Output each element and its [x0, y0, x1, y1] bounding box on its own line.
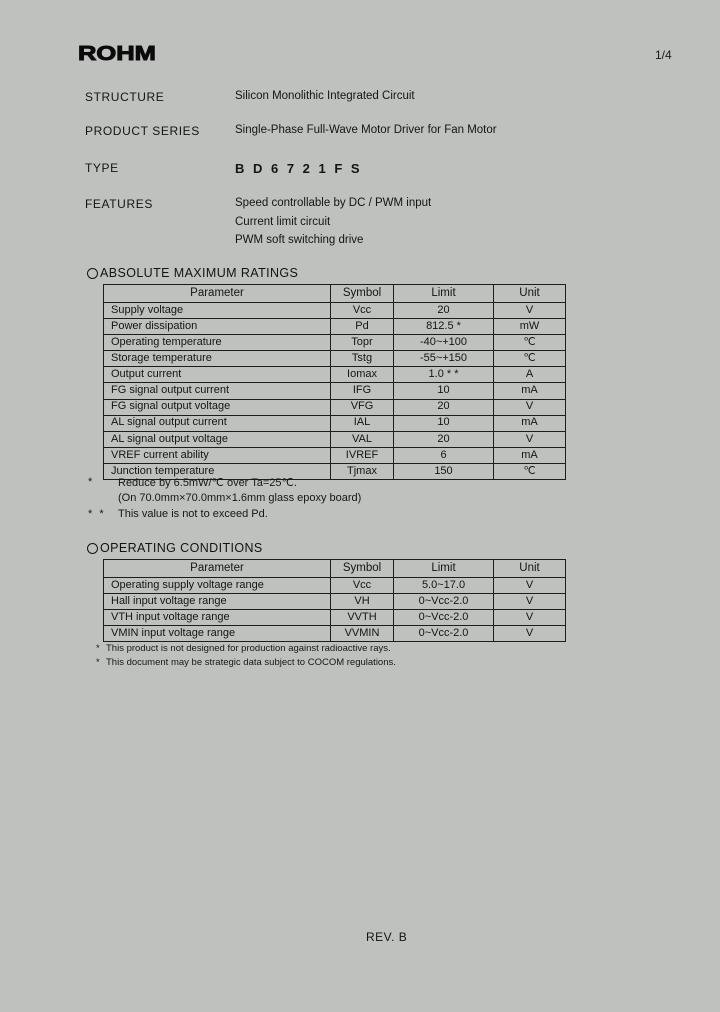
table-cell: ℃	[494, 335, 566, 351]
table-cell: Storage temperature	[104, 351, 331, 367]
table-cell: -55~+150	[394, 351, 494, 367]
table-cell: Pd	[331, 319, 394, 335]
table-cell: Tstg	[331, 351, 394, 367]
column-header: Parameter	[104, 560, 331, 578]
table-row	[104, 594, 566, 610]
table-cell: 1.0 * *	[394, 367, 494, 383]
table-cell: Tjmax	[331, 463, 394, 479]
table-cell: V	[494, 431, 566, 447]
table-cell: VAL	[331, 431, 394, 447]
table-cell: VFG	[331, 399, 394, 415]
table-cell: V	[494, 610, 566, 626]
field-label: FEATURES	[85, 197, 153, 211]
table-cell: 812.5 *	[394, 319, 494, 335]
feature-item: PWM soft switching drive	[235, 234, 364, 246]
feature-item: Speed controllable by DC / PWM input	[235, 197, 432, 209]
table-cell: mA	[494, 415, 566, 431]
table-cell: ℃	[494, 351, 566, 367]
table-cell: mW	[494, 319, 566, 335]
table-cell: FG signal output current	[104, 383, 331, 399]
table-cell: AL signal output current	[104, 415, 331, 431]
table-cell: mA	[494, 383, 566, 399]
table-cell: 20	[394, 431, 494, 447]
table-cell: AL signal output voltage	[104, 431, 331, 447]
table-cell: VH	[331, 594, 394, 610]
table-cell: Vcc	[331, 578, 394, 594]
table-row	[104, 319, 566, 335]
note-line	[88, 492, 361, 508]
table-row	[104, 383, 566, 399]
column-header: Unit	[494, 560, 566, 578]
table-row	[104, 610, 566, 626]
note-line	[88, 508, 361, 524]
operating-conditions-table	[103, 559, 566, 642]
table-cell: IAL	[331, 415, 394, 431]
section-title-text: OPERATING CONDITIONS	[100, 541, 263, 555]
table-cell: A	[494, 367, 566, 383]
table-cell: V	[494, 626, 566, 642]
note-text: This document may be strategic data subject to COCOM regulations.	[106, 656, 396, 668]
field-label: TYPE	[85, 161, 119, 175]
table-header-row	[104, 285, 566, 303]
table-row	[104, 447, 566, 463]
note-text: (On 70.0mm×70.0mm×1.6mm glass epoxy board)	[118, 491, 362, 504]
table-row	[104, 399, 566, 415]
table-cell: VVTH	[331, 610, 394, 626]
table-cell: VTH input voltage range	[104, 610, 331, 626]
table-row	[104, 303, 566, 319]
section-title-text: ABSOLUTE MAXIMUM RATINGS	[100, 266, 299, 280]
table-cell: V	[494, 303, 566, 319]
table-cell: 20	[394, 399, 494, 415]
note-marker: *	[88, 476, 95, 488]
table-cell: -40~+100	[394, 335, 494, 351]
table-cell: IFG	[331, 383, 394, 399]
table-row	[104, 626, 566, 642]
table-cell: Junction temperature	[104, 463, 331, 479]
op-cond-notes	[96, 643, 396, 670]
field-value: Silicon Monolithic Integrated Circuit	[235, 90, 415, 102]
feature-item: Current limit circuit	[235, 215, 331, 228]
column-header: Unit	[494, 285, 566, 303]
table-cell: V	[494, 578, 566, 594]
column-header: Limit	[394, 560, 494, 578]
table-row	[104, 578, 566, 594]
note-line	[96, 643, 396, 657]
table-cell: 10	[394, 415, 494, 431]
note-text: This value is not to exceed Pd.	[118, 507, 268, 520]
table-row	[104, 335, 566, 351]
table-cell: Hall input voltage range	[104, 594, 331, 610]
table-cell: VMIN input voltage range	[104, 626, 331, 642]
note-line	[88, 476, 361, 492]
rohm-logo: ROHM	[78, 42, 156, 65]
column-header: Symbol	[331, 560, 394, 578]
table-cell: V	[494, 399, 566, 415]
table-cell: VREF current ability	[104, 447, 331, 463]
table-cell: V	[494, 594, 566, 610]
table-row	[104, 431, 566, 447]
table-cell: 0~Vcc-2.0	[394, 594, 494, 610]
table-cell: Iomax	[331, 367, 394, 383]
column-header: Parameter	[104, 285, 331, 303]
table-cell: Topr	[331, 335, 394, 351]
table-cell: Output current	[104, 367, 331, 383]
field-value: Single-Phase Full-Wave Motor Driver for Fan Motor	[235, 124, 497, 136]
note-line	[96, 657, 396, 671]
note-text: Reduce by 6.5mW/℃ over Ta=25℃.	[118, 477, 297, 489]
table-cell: 20	[394, 303, 494, 319]
section-title-operating-conditions	[87, 541, 263, 555]
table-cell: 10	[394, 383, 494, 399]
table-cell: Power dissipation	[104, 319, 331, 335]
section-bullet-icon	[87, 268, 98, 279]
table-header-row	[104, 560, 566, 578]
revision-label: REV. B	[366, 930, 408, 944]
table-cell: Operating temperature	[104, 335, 331, 351]
note-marker: *	[96, 643, 100, 654]
table-cell: ℃	[494, 463, 566, 479]
note-marker: * *	[88, 507, 106, 520]
field-label: STRUCTURE	[85, 90, 165, 104]
field-label: PRODUCT SERIES	[85, 124, 200, 138]
table-cell: Operating supply voltage range	[104, 578, 331, 594]
table-cell: Vcc	[331, 303, 394, 319]
table-row	[104, 415, 566, 431]
column-header: Symbol	[331, 285, 394, 303]
table-cell: 6	[394, 447, 494, 463]
abs-max-notes	[88, 476, 361, 523]
table-row	[104, 367, 566, 383]
table-cell: IVREF	[331, 447, 394, 463]
page-number: 1/4	[655, 48, 672, 62]
section-title-absolute-maximum-ratings	[87, 266, 298, 280]
table-cell: 5.0~17.0	[394, 578, 494, 594]
table-cell: mA	[494, 447, 566, 463]
absolute-maximum-ratings-table	[103, 284, 566, 480]
table-cell: VVMIN	[331, 626, 394, 642]
section-bullet-icon	[87, 543, 98, 554]
part-number: B D 6 7 2 1 F S	[235, 161, 363, 176]
table-cell: Supply voltage	[104, 303, 331, 319]
table-row	[104, 351, 566, 367]
note-marker: *	[96, 656, 100, 668]
table-cell: 150	[394, 463, 494, 479]
table-cell: 0~Vcc-2.0	[394, 610, 494, 626]
table-cell: 0~Vcc-2.0	[394, 626, 494, 642]
note-text: This product is not designed for production against radioactive rays.	[106, 643, 391, 654]
table-cell: FG signal output voltage	[104, 399, 331, 415]
column-header: Limit	[394, 285, 494, 303]
